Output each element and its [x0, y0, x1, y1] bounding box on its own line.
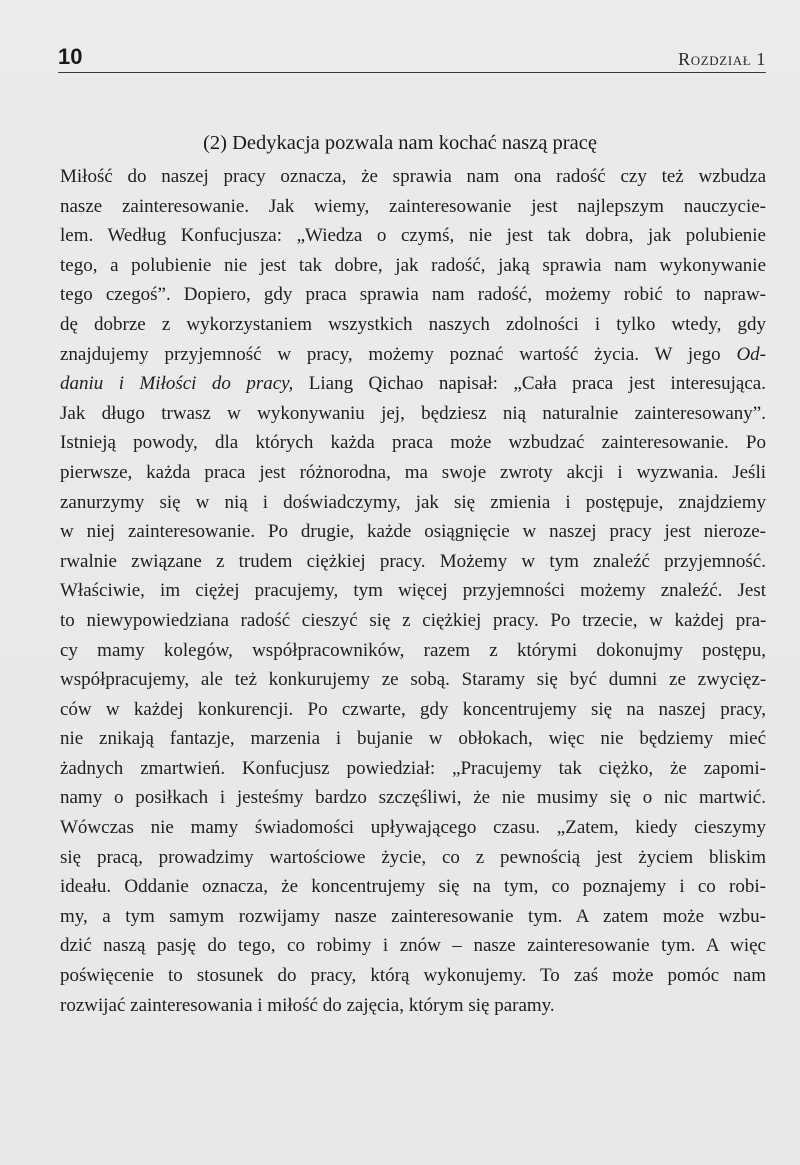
text-line: dzić naszą pasję do tego, co robimy i znów – nasze zainteresowanie tym. A więc	[60, 935, 766, 957]
text-line	[60, 340, 766, 370]
text-line: Jak długo trwasz w wykonywaniu jej, będziesz nią naturalnie zainteresowany”.	[60, 402, 766, 424]
chapter-label: Rozdział 1	[678, 49, 766, 69]
text-line: ców w każdej konkurencji. Po czwarte, gdy koncentrujemy się na naszej pracy,	[60, 698, 766, 720]
text-line: namy o posiłkach i jesteśmy bardzo szczęśliwi, że nie musimy się o nic martwić.	[60, 787, 766, 809]
text-line: Wówczas nie mamy świadomości upływającego czasu. „Zatem, kiedy cieszymy	[60, 817, 766, 839]
text-line: nie znikają fantazje, marzenia i bujanie w obłokach, więc nie będziemy mieć	[60, 728, 766, 750]
text-line: to niewypowiedziana radość cieszyć się z ciężkiej pracy. Po trzecie, w każdej pra-	[60, 609, 767, 631]
page-header	[58, 44, 766, 73]
text-line	[60, 369, 766, 399]
text-line: lem. Według Konfucjusza: „Wiedza o czymś, nie jest tak dobra, jak polubienie	[60, 225, 766, 247]
text-line: Istnieją powody, dla których każda praca może wzbudzać zainteresowanie. Po	[60, 432, 766, 454]
text-line: ideału. Oddanie oznacza, że koncentrujemy się na tym, co poznajemy i co robi-	[60, 876, 766, 898]
text-line: tego, a polubienie nie jest tak dobre, jak radość, jaką sprawia nam wykonywanie	[60, 254, 766, 276]
text-line: poświęcenie to stosunek do pracy, którą wykonujemy. To zaś może pomóc nam	[60, 965, 766, 987]
italic-title-segment: daniu i Miłości do pracy,	[60, 373, 294, 395]
text-line: cy mamy kolegów, współpracowników, razem z którymi dokonujmy postępu,	[60, 639, 766, 661]
text-line: Miłość do naszej pracy oznacza, że sprawia nam ona radość czy też wzbudza	[60, 166, 766, 187]
text-line: zanurzymy się w nią i doświadczymy, jak się zmienia i postępuje, znajdziemy	[60, 491, 766, 513]
text-line: dę dobrze z wykorzystaniem wszystkich naszych zdolności i tylko wtedy, gdy	[60, 313, 766, 335]
body-paragraph	[60, 162, 766, 1020]
section-title: (2) Dedykacja pozwala nam kochać naszą pracę	[203, 132, 597, 154]
text-line: my, a tym samym rozwijamy nasze zainteresowanie tym. A zatem może wzbu-	[60, 905, 766, 927]
text-line: się pracą, prowadzimy wartościowe życie, co z pewnością jest życiem bliskim	[60, 846, 766, 868]
text-line: pierwsze, każda praca jest różnorodna, ma swoje zwroty akcji i wyzwania. Jeśli	[60, 461, 766, 483]
text-line: współpracujemy, ale też konkurujemy ze sobą. Staramy się być dumni ze zwycięz-	[60, 669, 767, 691]
text-line: w niej zainteresowanie. Po drugie, każde osiągnięcie w naszej pracy jest nieroze-	[60, 521, 766, 543]
text-segment: znajdujemy przyjemność w pracy, możemy poznać wartość życia. W jego	[60, 343, 721, 365]
text-line: tego czegoś”. Dopiero, gdy praca sprawia nam radość, możemy robić to napraw-	[60, 284, 766, 306]
text-line: rozwijać zainteresowania i miłość do zajęcia, którym się paramy.	[60, 994, 555, 1016]
page-number: 10	[58, 44, 83, 69]
text-line: żadnych zmartwień. Konfucjusz powiedział: „Pracujemy tak ciężko, że zapomi-	[60, 757, 766, 779]
text-segment: Liang Qichao napisał: „Cała praca jest interesująca.	[308, 373, 766, 395]
text-line: rwalnie związane z trudem ciężkiej pracy. Możemy w tym znaleźć przyjemność.	[60, 550, 766, 572]
italic-title-segment: Od-	[736, 343, 767, 365]
text-line: nasze zainteresowanie. Jak wiemy, zainteresowanie jest najlepszym nauczycie-	[60, 195, 766, 217]
text-line: Właściwie, im ciężej pracujemy, tym więcej przyjemności możemy znaleźć. Jest	[60, 580, 766, 602]
